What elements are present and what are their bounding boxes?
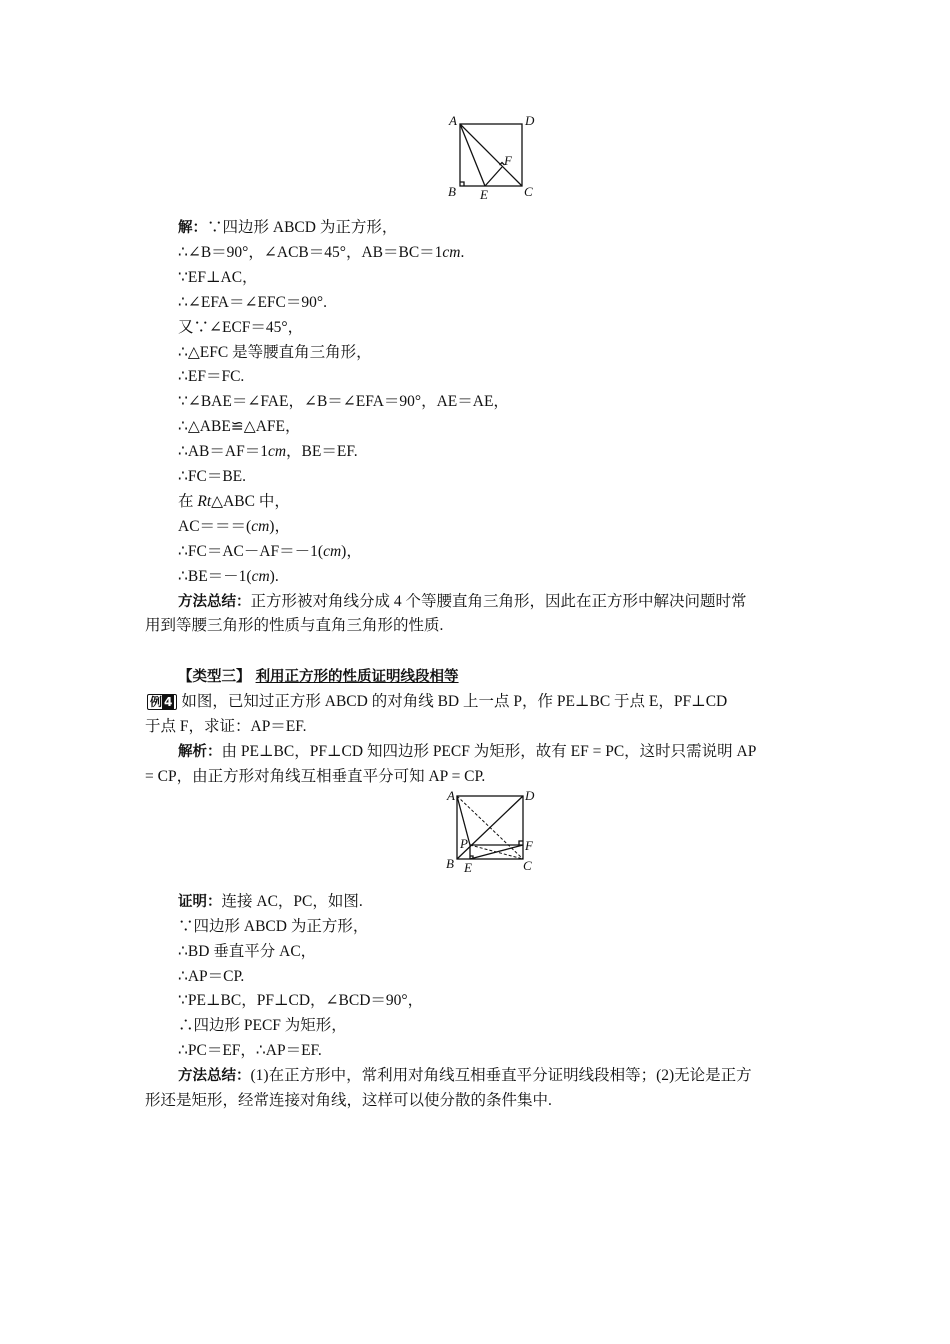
text-line: [147, 692, 727, 712]
text-segment: ).: [269, 567, 279, 585]
text-segment: ∴BE＝－1(: [178, 567, 252, 585]
text-line: [178, 392, 509, 412]
label-f: F: [504, 153, 512, 168]
example-badge-number: 4: [164, 695, 173, 710]
text-segment: 又∵∠ECF＝45°，: [178, 318, 304, 336]
bold-label: 利用正方形的性质证明线段相等: [255, 669, 459, 686]
text-segment: ∴△EFC 是等腰直角三角形，: [178, 343, 372, 361]
text-segment: ∵四边形 ABCD 为正方形，: [207, 219, 398, 236]
text-line: [178, 592, 747, 612]
text-line: [178, 492, 290, 512]
text-line: [178, 517, 290, 537]
text-line: [178, 892, 363, 912]
text-segment: ∴EF＝FC.: [178, 368, 245, 386]
text-line: [145, 1091, 552, 1111]
text-segment: 正方形被对角线分成 4 个等腰直角三角形，因此在正方形中解决问题时常: [250, 592, 747, 610]
text-segment: ∴∠B＝90°，∠ACB＝45°，AB＝BC＝1: [178, 243, 443, 261]
label-c: C: [524, 184, 533, 199]
text-segment: 由 PE⊥BC，PF⊥CD 知四边形 PECF 为矩形，故有 EF = PC，这时只需说明 AP: [221, 743, 757, 760]
label-b: B: [446, 856, 454, 871]
bold-label: 解析：: [178, 744, 222, 760]
text-line: [178, 343, 372, 363]
text-line: [178, 742, 756, 762]
text-segment: 在: [178, 492, 198, 510]
text-segment: ∴△ABE≌△AFE，: [178, 418, 301, 436]
text-segment: ∵PE⊥BC，PF⊥CD，∠BCD＝90°，: [178, 992, 424, 1010]
text-segment: 连接 AC，PC，如图.: [221, 892, 363, 910]
bold-label: 证明：: [178, 893, 222, 910]
text-segment: cm: [251, 567, 270, 585]
text-segment: △ABC 中，: [211, 492, 290, 510]
bold-label: 【类型三】: [178, 669, 256, 686]
text-segment: ∴FC＝BE.: [178, 468, 247, 485]
example-badge: [147, 694, 177, 710]
label-c: C: [523, 858, 532, 873]
bold-label: 方法总结：: [178, 593, 251, 610]
text-line: [178, 917, 368, 937]
text-line: [145, 616, 443, 636]
text-segment: cm: [267, 443, 287, 461]
text-line: [178, 1066, 752, 1086]
bold-label: 方法总结：: [178, 1068, 251, 1085]
label-f: F: [525, 838, 533, 853]
text-segment: ∵四边形 ABCD 为正方形，: [178, 917, 369, 935]
text-segment: AC＝＝＝(: [178, 517, 252, 535]
text-segment: cm: [442, 243, 461, 261]
text-segment: ∴PC＝EF，∴AP＝EF.: [178, 1042, 322, 1060]
text-line: [178, 542, 362, 562]
text-segment: 用到等腰三角形的性质与直角三角形的性质.: [145, 617, 444, 635]
text-segment: ∴四边形 PECF 为矩形，: [178, 1017, 347, 1035]
text-line: [178, 293, 327, 313]
figure-square-abcd-pecf: [440, 790, 550, 880]
example-badge-prefix: 例: [150, 695, 163, 710]
text-line: [178, 218, 397, 238]
segment-ae: [460, 124, 485, 186]
text-line: [178, 467, 246, 487]
text-segment: cm: [323, 542, 342, 560]
text-segment: ，BE＝EF.: [286, 443, 358, 461]
figure-square-abcd-ef: [440, 105, 550, 205]
text-segment: ∵∠BAE＝∠FAE，∠B＝∠EFA＝90°，AE＝AE，: [178, 393, 509, 411]
text-segment: ∴BD 垂直平分 AC，: [178, 942, 317, 960]
text-segment: 如图，已知过正方形 ABCD 的对角线 BD 上一点 P，作 PE⊥BC 于点 E，PF⊥CD: [181, 693, 728, 711]
text-line: [178, 417, 300, 437]
text-segment: ∴∠EFA＝∠EFC＝90°.: [178, 293, 327, 311]
diagonal-ac: [460, 124, 522, 186]
text-segment: ∵EF⊥AC，: [178, 268, 258, 286]
text-line: [178, 1041, 322, 1061]
text-segment: )，: [341, 542, 362, 560]
label-b: B: [448, 184, 456, 199]
text-line: [178, 318, 303, 338]
bold-label: 解：: [178, 220, 207, 236]
text-segment: )，: [269, 517, 290, 535]
text-line: [178, 667, 459, 687]
label-a: A: [447, 790, 455, 803]
text-segment: .: [460, 243, 465, 261]
text-line: [178, 942, 316, 962]
text-line: [145, 767, 485, 787]
text-line: [178, 567, 279, 587]
text-line: [178, 243, 464, 263]
text-segment: cm: [251, 517, 270, 535]
text-line: [178, 442, 358, 462]
label-e: E: [464, 860, 472, 875]
label-e: E: [480, 187, 488, 202]
text-segment: ∴AP＝CP.: [178, 967, 245, 985]
label-d: D: [525, 790, 535, 803]
text-segment: 于点 F，求证：AP＝EF.: [145, 718, 307, 736]
text-line: [178, 967, 244, 987]
text-segment: Rt: [197, 492, 212, 510]
text-line: [178, 1016, 347, 1036]
label-p: P: [460, 836, 468, 851]
text-line: [145, 717, 307, 737]
text-segment: ∴FC＝AC－AF＝－1(: [178, 542, 324, 560]
text-segment: = CP，由正方形对角线互相垂直平分可知 AP = CP.: [145, 767, 486, 785]
text-segment: (1)在正方形中，常利用对角线互相垂直平分证明线段相等；(2)无论是正方: [250, 1067, 752, 1085]
segment-ef: [485, 167, 502, 186]
label-a: A: [449, 113, 457, 128]
text-segment: ∴AB＝AF＝1: [178, 443, 268, 461]
text-line: [178, 991, 423, 1011]
text-segment: 形还是矩形，经常连接对角线，这样可以使分散的条件集中.: [145, 1092, 552, 1109]
text-line: [178, 367, 244, 387]
text-line: [178, 268, 258, 288]
label-d: D: [525, 113, 535, 128]
